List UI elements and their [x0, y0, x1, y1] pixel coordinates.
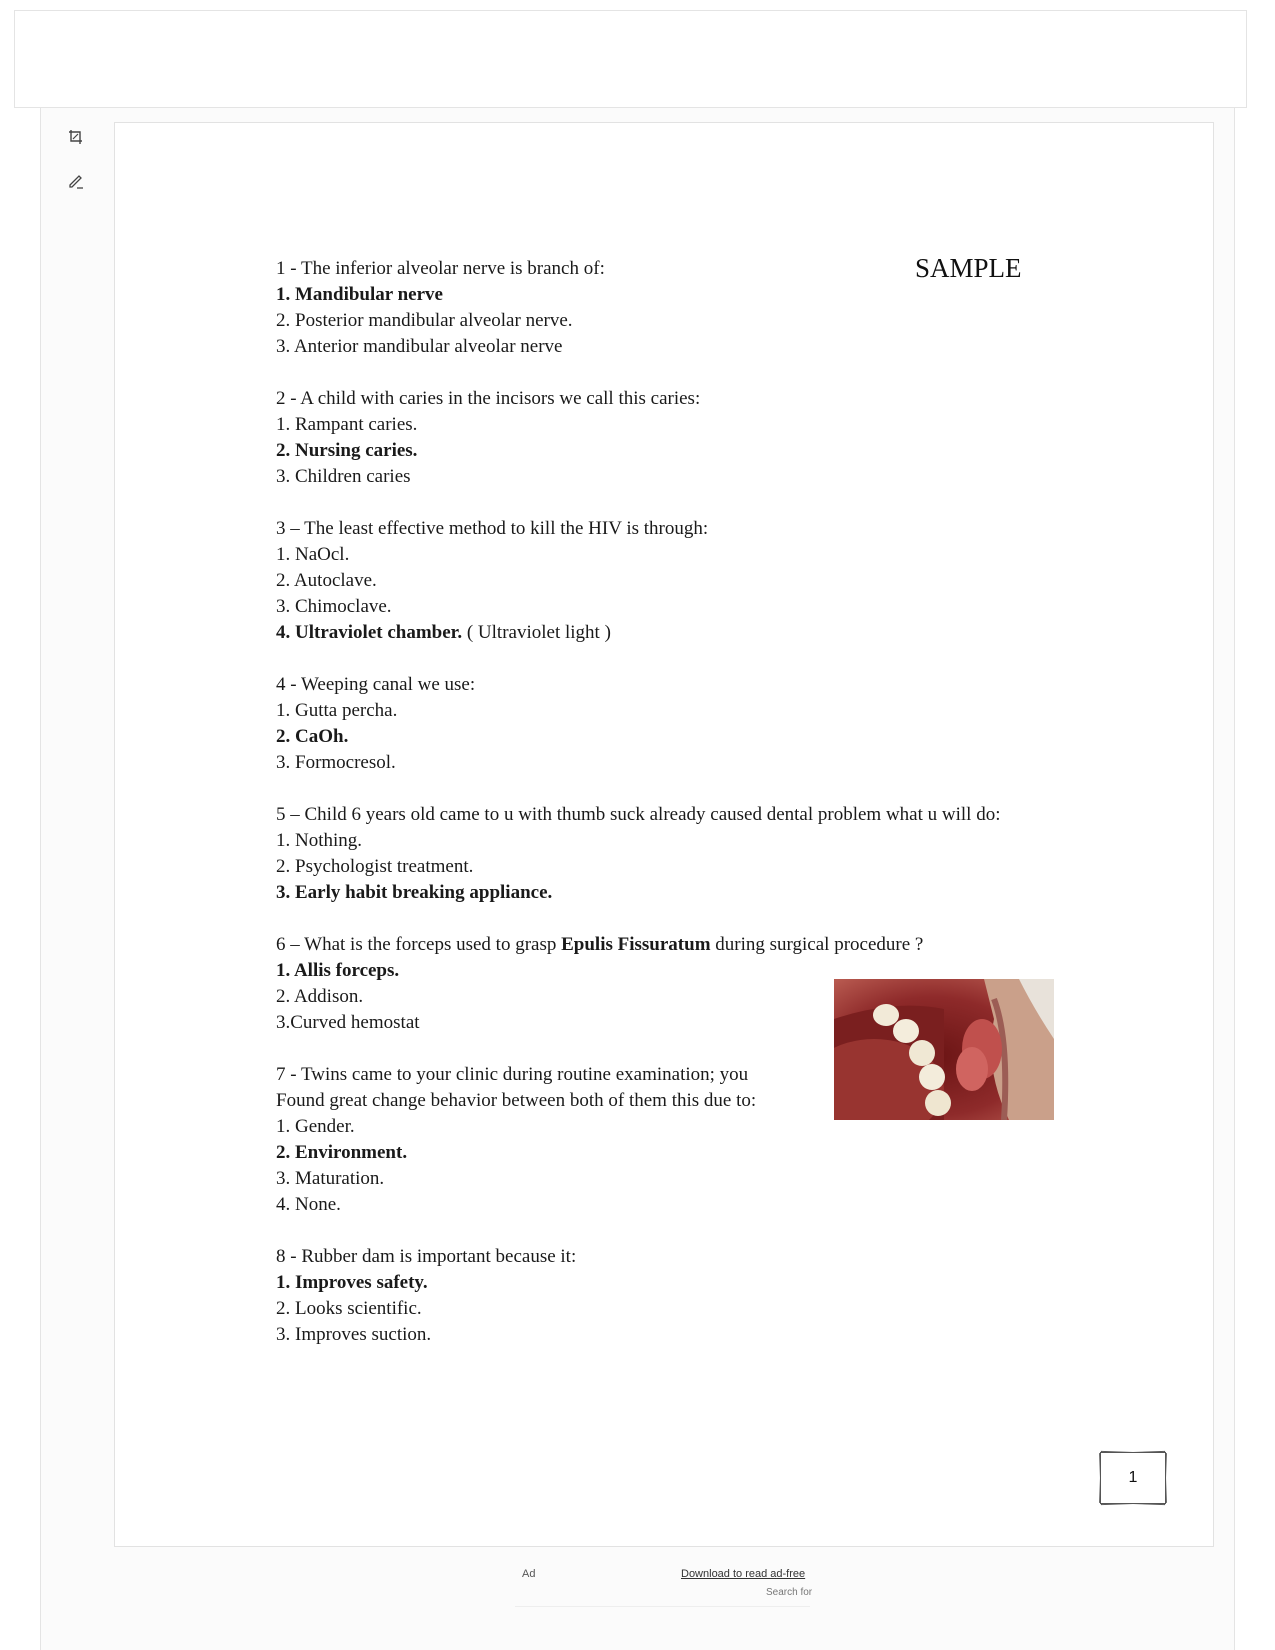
- question-block: [276, 386, 1066, 490]
- answer-option: 2. Psychologist treatment.: [276, 856, 474, 877]
- answer-option: [276, 620, 1066, 646]
- answer-option: 1. Rampant caries.: [276, 414, 418, 435]
- crop-icon: [67, 128, 85, 146]
- question-text: 5 – Child 6 years old came to u with thumb suck already caused dental problem what u will do:: [276, 804, 1001, 825]
- correct-answer: 1. Allis forceps.: [276, 960, 400, 981]
- question-text: 7 - Twins came to your clinic during routine examination; you: [276, 1064, 749, 1085]
- question-list: [276, 256, 1066, 1374]
- top-banner: [14, 10, 1247, 108]
- answer-option: 2. Autoclave.: [276, 570, 377, 591]
- question-text: 2 - A child with caries in the incisors we call this caries:: [276, 388, 701, 409]
- correct-answer: 1. Improves safety.: [276, 1272, 428, 1293]
- page-number-badge: [1100, 1452, 1168, 1506]
- question-block: [276, 516, 1066, 646]
- answer-option: 1. NaOcl.: [276, 544, 350, 565]
- ad-label: Ad: [522, 1568, 536, 1580]
- question-text: 8 - Rubber dam is important because it:: [276, 1246, 577, 1267]
- annotate-tool-button[interactable]: [63, 168, 89, 194]
- download-ad-free-link[interactable]: Download to read ad-free: [681, 1568, 806, 1580]
- question-text: 3 – The least effective method to kill the HIV is through:: [276, 518, 709, 539]
- sample-watermark: SAMPLE: [915, 253, 1022, 283]
- correct-answer: 2. Nursing caries.: [276, 440, 418, 461]
- answer-option: 1. Gender.: [276, 1116, 355, 1137]
- side-toolbar: [58, 124, 94, 194]
- answer-option: 2. Addison.: [276, 986, 364, 1007]
- answer-option: 2. Looks scientific.: [276, 1298, 422, 1319]
- answer-option: 3. Chimoclave.: [276, 596, 392, 617]
- correct-answer: 2. CaOh.: [276, 726, 349, 747]
- correct-answer: 1. Mandibular nerve: [276, 284, 443, 305]
- answer-option: 3. Improves suction.: [276, 1324, 432, 1345]
- question-text: [276, 932, 1066, 958]
- clinical-photo-epulis: [834, 979, 1054, 1120]
- question-block: [276, 672, 1066, 776]
- correct-answer: 3. Early habit breaking appliance.: [276, 882, 553, 903]
- crop-tool-button[interactable]: [63, 124, 89, 150]
- emphasized-text: 4. Ultraviolet chamber.: [276, 622, 463, 643]
- text-segment: ( Ultraviolet light ): [462, 622, 611, 643]
- emphasized-text: Epulis Fissuratum: [561, 934, 711, 955]
- question-block: [276, 802, 1066, 906]
- answer-option: 2. Posterior mandibular alveolar nerve.: [276, 310, 573, 331]
- pencil-icon: [67, 172, 85, 190]
- ad-divider: [515, 1606, 810, 1607]
- answer-option: 3.Curved hemostat: [276, 1012, 420, 1033]
- question-text: 1 - The inferior alveolar nerve is branch of:: [276, 258, 605, 279]
- answer-option: 4. None.: [276, 1194, 341, 1215]
- question-text: 4 - Weeping canal we use:: [276, 674, 476, 695]
- question-block: [276, 256, 1066, 360]
- question-block: [276, 1244, 1066, 1348]
- page-number: 1: [1100, 1452, 1166, 1504]
- answer-option: 3. Maturation.: [276, 1168, 385, 1189]
- ad-search-link[interactable]: Search for: [766, 1587, 813, 1598]
- answer-option: 3. Formocresol.: [276, 752, 396, 773]
- answer-option: Found great change behavior between both of them this due to:: [276, 1090, 757, 1111]
- answer-option: 1. Gutta percha.: [276, 700, 398, 721]
- answer-option: 3. Anterior mandibular alveolar nerve: [276, 336, 563, 357]
- correct-answer: 2. Environment.: [276, 1142, 408, 1163]
- answer-option: 1. Nothing.: [276, 830, 363, 851]
- text-segment: during surgical procedure ?: [710, 934, 924, 955]
- text-segment: 6 – What is the forceps used to grasp: [276, 934, 562, 955]
- answer-option: 3. Children caries: [276, 466, 411, 487]
